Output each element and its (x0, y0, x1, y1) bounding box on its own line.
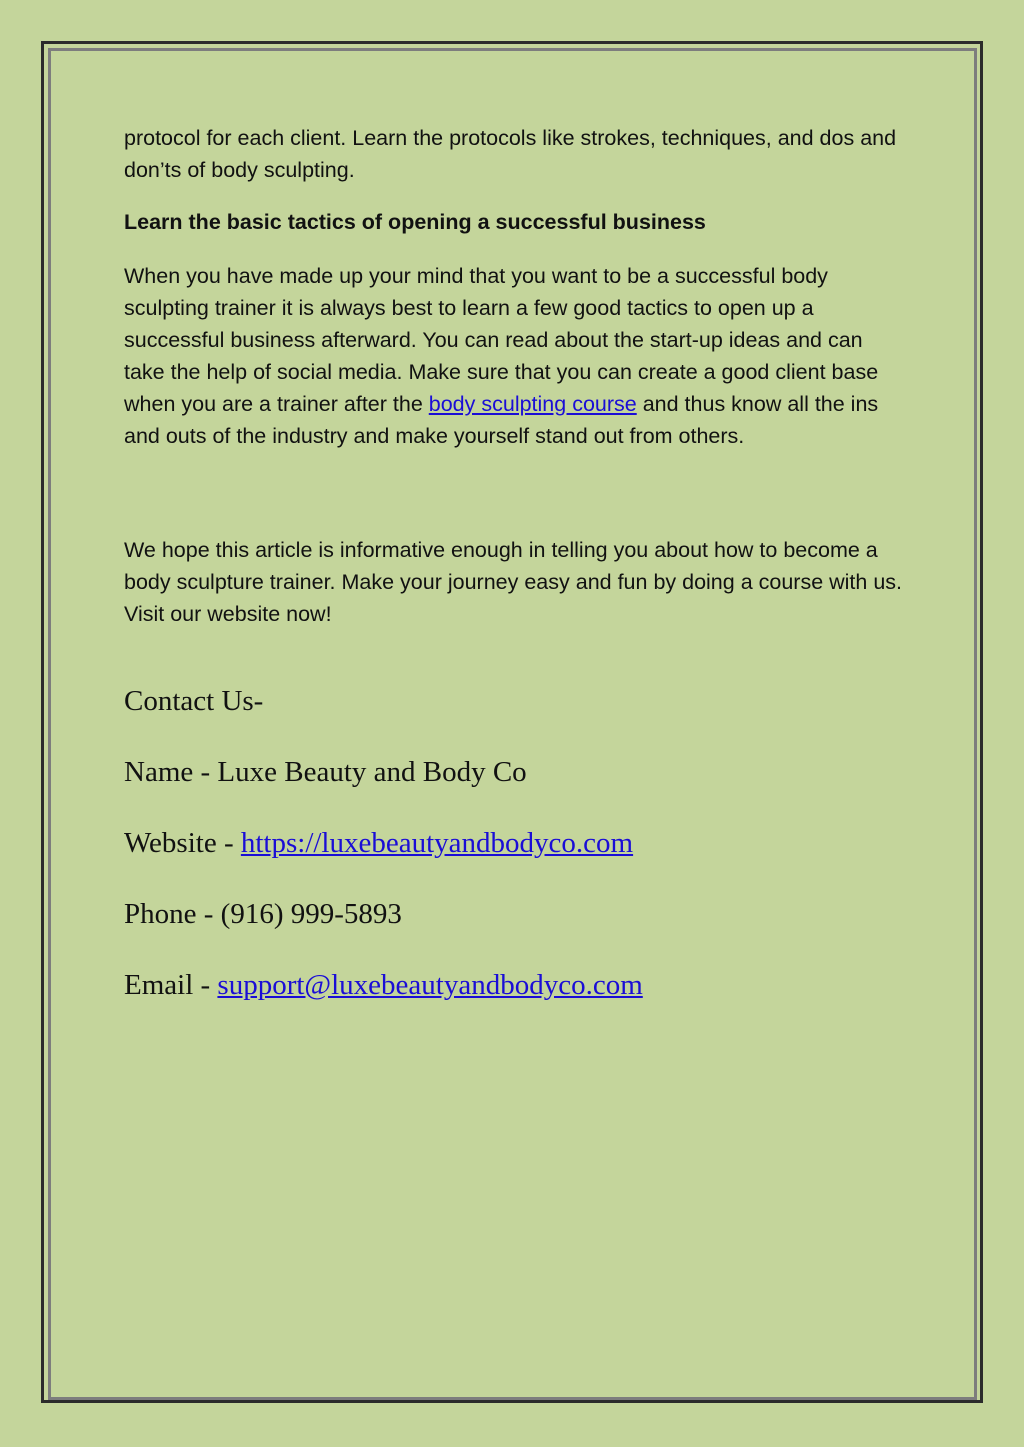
website-link[interactable]: https://luxebeautyandbodyco.com (240, 826, 634, 859)
contact-phone: Phone - (916) 999-5893 (124, 897, 402, 930)
email-link[interactable]: support@luxebeautyandbodyco.com (217, 968, 643, 1001)
paragraph-business (124, 260, 904, 452)
document-content (124, 122, 904, 1003)
section-heading: Learn the basic tactics of opening a successful business (124, 210, 706, 234)
paragraph-business-text-end: and thus know all the ins and outs of the industry and make yourself stand out from others. (124, 391, 879, 448)
paragraph-continued: protocol for each client. Learn the protocols like strokes, techniques, and dos and don’ts of body sculpting. (124, 126, 897, 182)
body-sculpting-course-link[interactable]: body sculpting course (428, 391, 637, 416)
paragraph-business-text-start: When you have made up your mind that you want to be a successful body sculpting trainer it is always best to learn a few good tactics to open up a successful business afterward. You can read about the start-up ideas and can take the help of social media. Make sure that you can create a good client base when you are a trainer after the (124, 263, 879, 416)
contact-title: Contact Us- (124, 684, 264, 717)
contact-email (124, 967, 904, 1003)
contact-name: Name - Luxe Beauty and Body Co (124, 755, 527, 788)
email-label: Email - (124, 968, 218, 1001)
contact-website (124, 825, 904, 861)
paragraph-closing: We hope this article is informative enough in telling you about how to become a body sculpture trainer. Make your journey easy and fun by doing a course with us. Visit our website now! (124, 537, 903, 626)
website-label: Website - (124, 826, 241, 859)
